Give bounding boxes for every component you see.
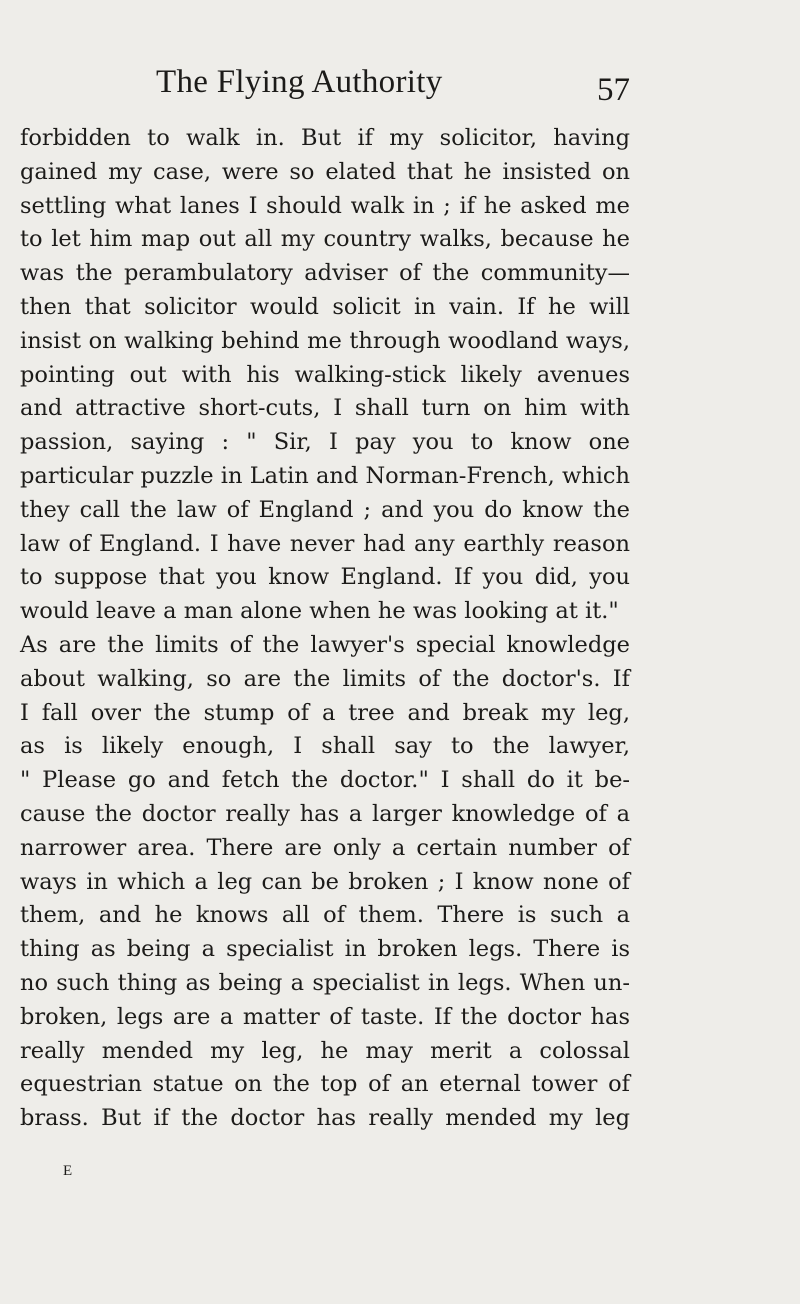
text-line: brass. But if the doctor has really mended my leg	[20, 1105, 630, 1132]
text-line: really mended my leg, he may merit a colossal	[20, 1037, 630, 1064]
text-line: passion, saying : " Sir, I pay you to know one	[20, 429, 630, 456]
text-line: about walking, so are the limits of the doctor's. If	[20, 665, 630, 692]
signature-mark: E	[63, 1163, 74, 1179]
text-line: settling what lanes I should walk in ; if he asked me	[20, 192, 630, 219]
text-line: no such thing as being a specialist in legs. When un-	[20, 969, 630, 996]
text-line: them, and he knows all of them. There is such a	[20, 902, 630, 929]
text-line: insist on walking behind me through woodland ways,	[20, 327, 630, 354]
text-line: forbidden to walk in. But if my solicitor, having	[20, 125, 630, 151]
text-line: ways in which a leg can be broken ; I know none of	[20, 868, 630, 895]
text-line: equestrian statue on the top of an eternal tower of	[20, 1071, 630, 1098]
text-line: I fall over the stump of a tree and break my leg,	[20, 699, 630, 726]
text-line: particular puzzle in Latin and Norman-French, which	[20, 462, 630, 489]
body-text	[20, 122, 630, 1136]
text-line: cause the doctor really has a larger knowledge of a	[20, 800, 630, 827]
text-line: narrower area. There are only a certain number of	[20, 834, 630, 861]
text-line: as is likely enough, I shall say to the lawyer,	[20, 733, 630, 760]
text-line: gained my case, were so elated that he insisted on	[20, 158, 630, 185]
text-line: As are the limits of the lawyer's special knowledge	[20, 631, 630, 658]
text-line: thing as being a specialist in broken legs. There is	[20, 936, 630, 963]
text-line: then that solicitor would solicit in vain. If he will	[20, 293, 630, 320]
running-title: The Flying Authority	[156, 64, 443, 100]
text-line: and attractive short-cuts, I shall turn on him with	[20, 395, 630, 422]
page-number: 57	[597, 72, 630, 108]
text-line: law of England. I have never had any earthly reason	[20, 530, 630, 557]
text-line: was the perambulatory adviser of the community—	[20, 260, 630, 287]
text-line: " Please go and fetch the doctor." I shall do it be-	[20, 767, 630, 794]
text-line: to suppose that you know England. If you did, you	[20, 564, 630, 591]
text-line: to let him map out all my country walks, because he	[20, 226, 630, 253]
text-line: pointing out with his walking-stick likely avenues	[20, 361, 630, 388]
text-line: would leave a man alone when he was looking at it."	[20, 598, 619, 625]
text-line: broken, legs are a matter of taste. If the doctor has	[20, 1003, 630, 1030]
text-line: they call the law of England ; and you do know the	[20, 496, 630, 523]
